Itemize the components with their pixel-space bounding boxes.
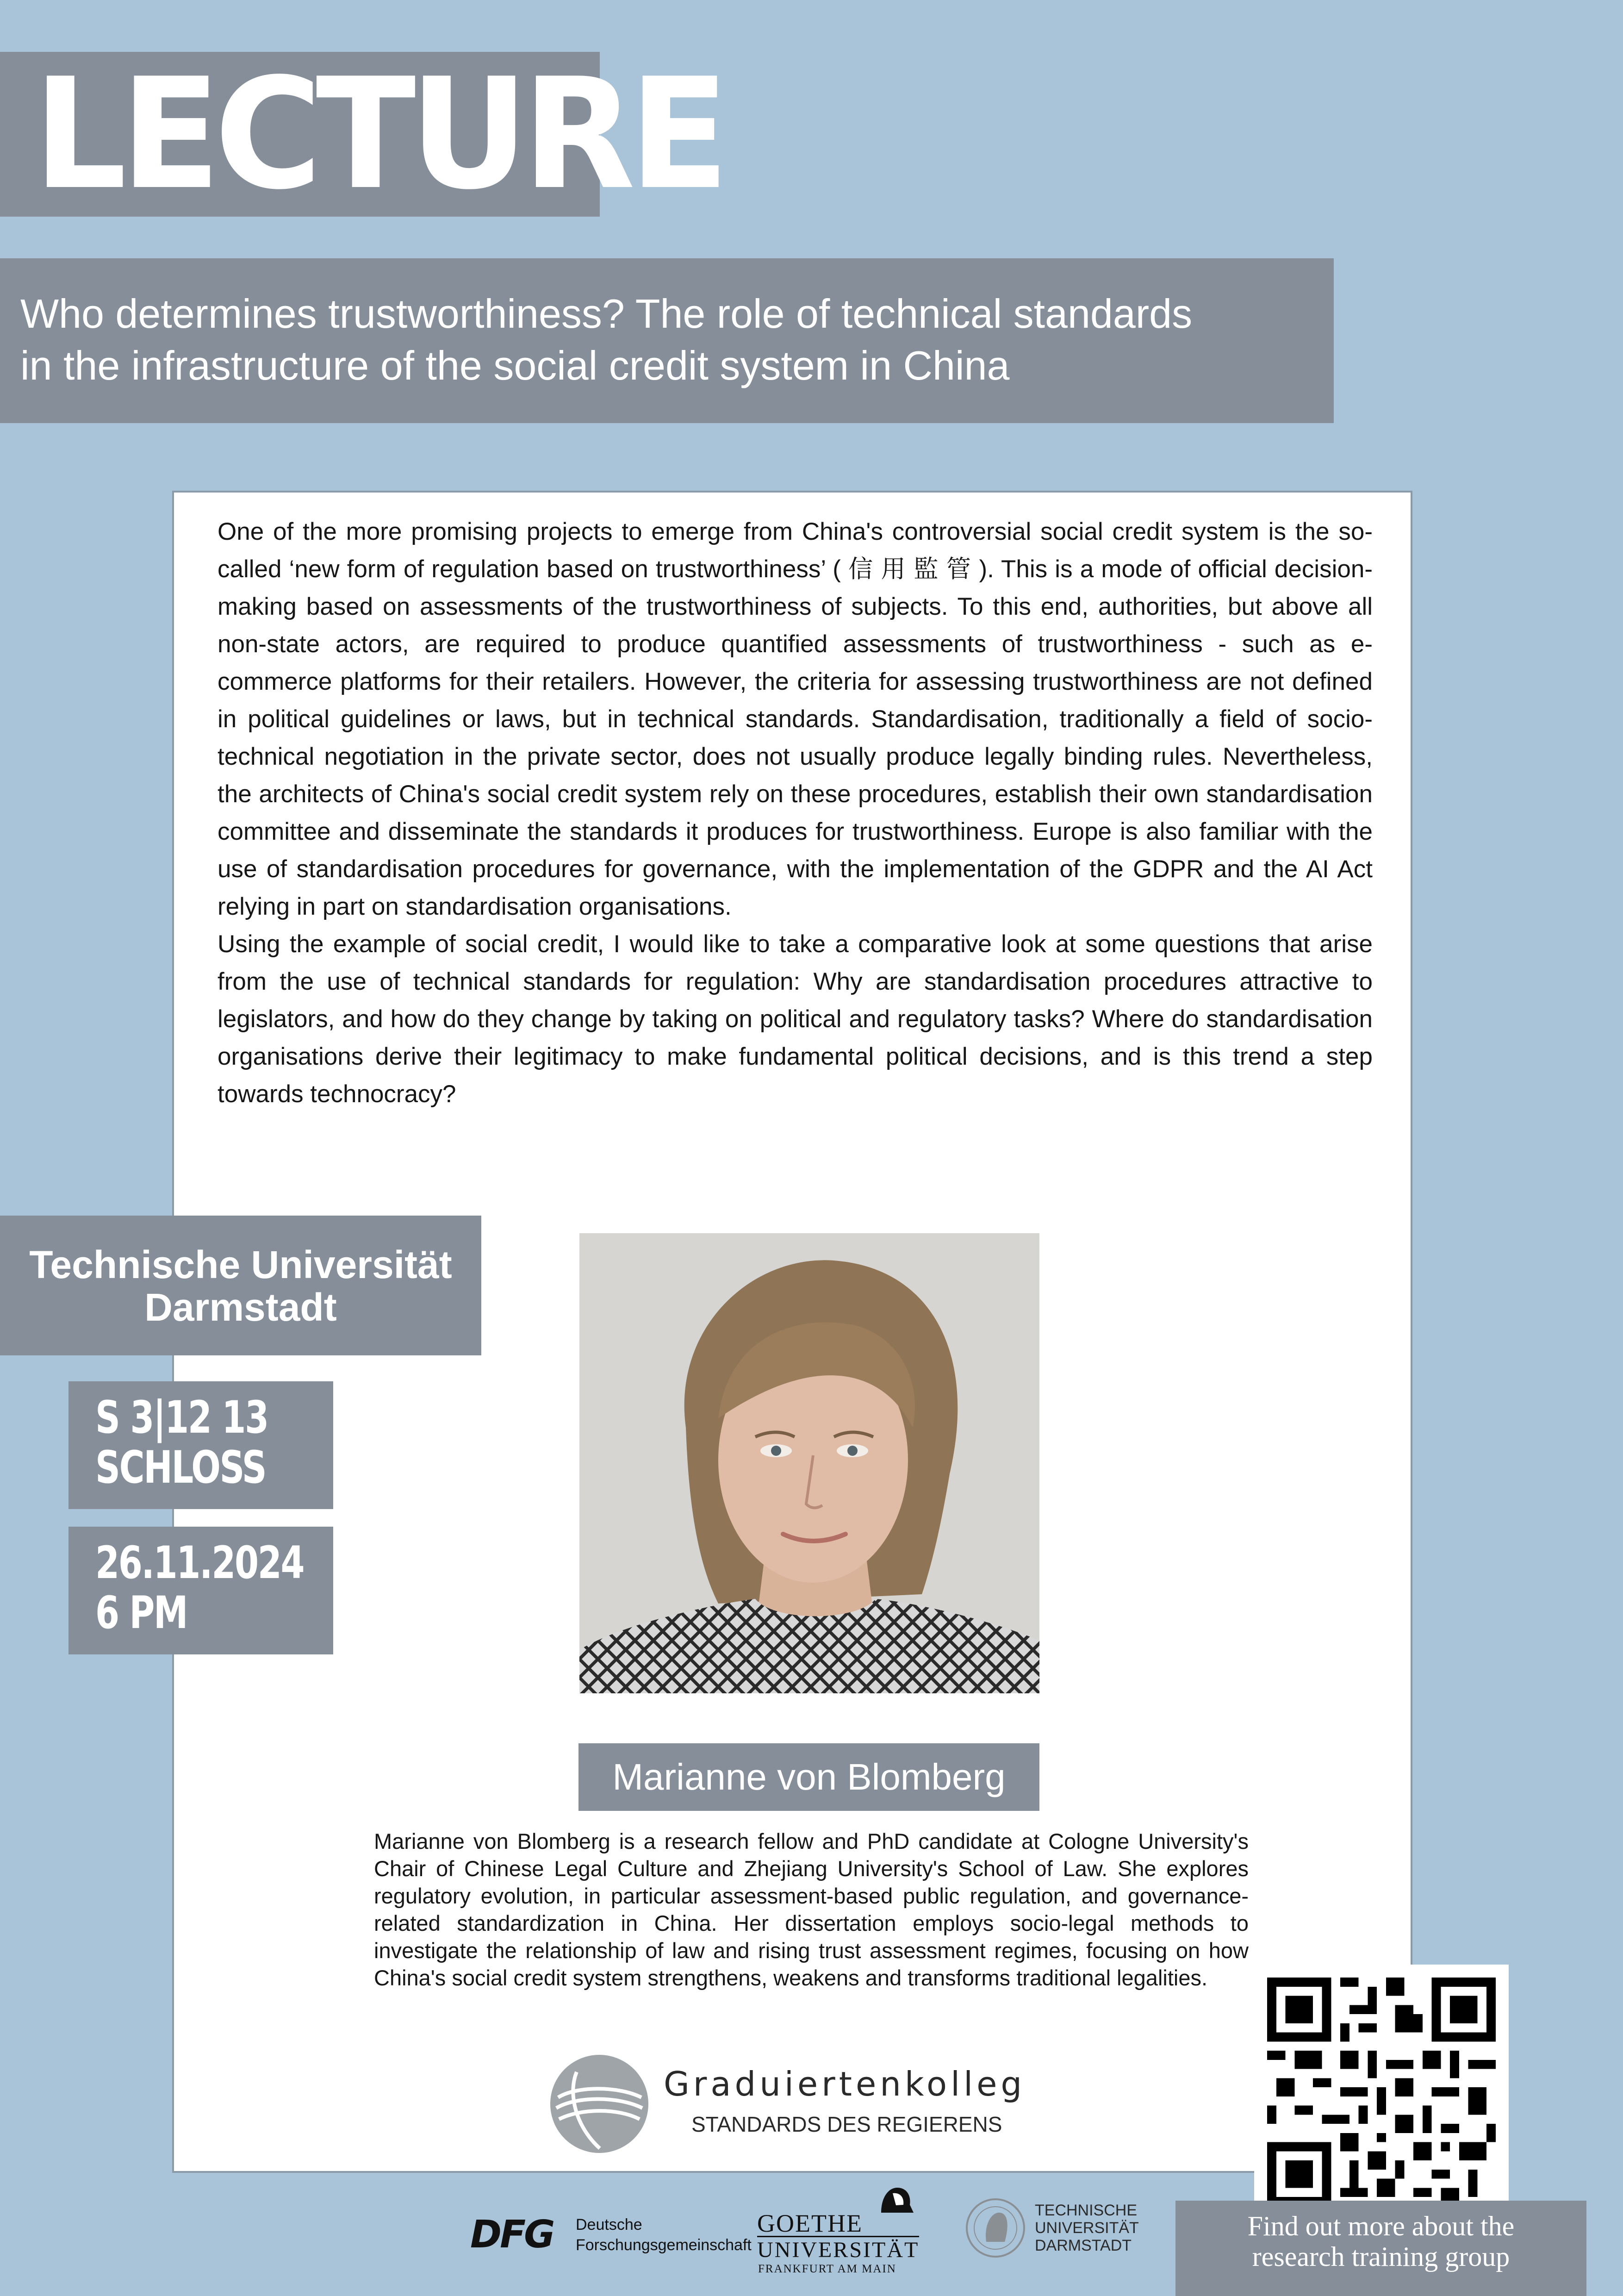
speaker-name: Marianne von Blomberg (612, 1756, 1006, 1797)
venue-banner (0, 1216, 481, 1355)
event-date: 26.11.2024 (95, 1537, 304, 1589)
dfg-name-line-1: Deutsche (576, 2216, 642, 2234)
goethe-city: FRANKFURT AM MAIN (758, 2263, 896, 2275)
abstract-paragraph-2: Using the example of social credit, I would like to take a comparative look at some questions that arise from the use of technical standards for regulation: Why are standardisation procedures attractive to legislators, and how do they change by taking on political and regulatory tasks? Where do standardisation organisations derive their legitimacy to make fundamental political decisions, and is this trend a step towards technocracy? (218, 930, 1373, 1108)
room-box (68, 1381, 333, 1509)
qr-code-container[interactable] (1254, 1965, 1509, 2219)
dfg-name (576, 2215, 752, 2255)
speaker-bio: Marianne von Blomberg is a research fellow and PhD candidate at Cologne University's Chair of Chinese Legal Culture and Zhejiang University's School of Law. She explores regulatory evolution, in particular assessment-based public regulation, and governance-related standardization in China. Her dissertation employs socio-legal methods to investigate the relationship of law and rising trust assessment regimes, focusing on how China's social credit system strengthens, weakens and transforms traditional legalities. (374, 1829, 1249, 1990)
speaker-photo-illustration (579, 1233, 1039, 1693)
goethe-university-logo (757, 2184, 933, 2277)
goethe-portrait-icon (867, 2184, 923, 2213)
organizer-name: Graduiertenkolleg (664, 2065, 1026, 2103)
tud-name-line-3: DARMSTADT (1035, 2237, 1132, 2254)
organizer-subtitle: STANDARDS DES REGIERENS (691, 2112, 1002, 2136)
cta-text[interactable] (1175, 2211, 1586, 2272)
venue-line-2: Darmstadt (144, 1285, 337, 1329)
dfg-mark: DFG (470, 2213, 553, 2257)
date-box (68, 1527, 333, 1654)
dfg-logo (470, 2211, 752, 2262)
venue-line-1: Technische Universität (29, 1243, 452, 1286)
qr-code-icon[interactable] (1267, 1978, 1496, 2206)
page-title: LECTURE (33, 45, 723, 223)
speaker-photo (579, 1233, 1039, 1693)
lecture-subtitle (20, 288, 1307, 392)
goethe-name: GOETHE (757, 2209, 863, 2237)
subtitle-banner (0, 258, 1334, 423)
goethe-universitaet: UNIVERSITÄT (757, 2236, 919, 2263)
tud-name-line-1: TECHNISCHE (1035, 2202, 1138, 2219)
event-time: 6 PM (95, 1587, 187, 1639)
subtitle-line-2: in the infrastructure of the social credit system in China (20, 343, 1010, 388)
tu-darmstadt-name (1035, 2202, 1139, 2254)
lecture-banner (0, 45, 723, 223)
venue-name (0, 1243, 481, 1329)
graduiertenkolleg-logo-icon (549, 2053, 650, 2154)
room-number: S 3|12 13 (95, 1391, 268, 1443)
dfg-name-line-2: Forschungsgemeinschaft (576, 2236, 752, 2254)
tu-darmstadt-seal-icon (965, 2198, 1026, 2258)
tud-name-line-2: UNIVERSITÄT (1035, 2219, 1139, 2237)
cta-line-1: Find out more about the (1247, 2211, 1515, 2241)
abstract-paragraph-1: One of the more promising projects to emerge from China's controversial social credit system is the so-called ‘new form of regulation based on trustworthiness’ ( 信 用 監 管 ). This is a mode of official decision-making based on assessments of the trustworthiness of subjects. To this end, authorities, but above all non-state actors, are required to produce quantified assessments of trustworthiness - such as e-commerce platforms for their retailers. However, the criteria for assessing trustworthiness are not defined in political guidelines or laws, but in technical standards. Standardisation, traditionally a field of socio-technical negotiation in the private sector, does not usually produce legally binding rules. Nevertheless, the architects of China's social credit system rely on these procedures, establish their own standardisation committee and disseminate the standards it produces for trustworthiness. Europe is also familiar with the use of standardisation procedures for governance, with the implementation of the GDPR and the AI Act relying in part on standardisation organisations. (218, 518, 1373, 920)
subtitle-line-1: Who determines trustworthiness? The role of technical standards (20, 291, 1193, 337)
tu-darmstadt-logo (965, 2198, 1160, 2263)
cta-line-2: research training group (1252, 2241, 1510, 2272)
speaker-name-box (578, 1743, 1039, 1811)
building-name: SCHLOSS (95, 1441, 266, 1493)
abstract (218, 513, 1373, 1113)
cta-box[interactable] (1175, 2201, 1586, 2296)
